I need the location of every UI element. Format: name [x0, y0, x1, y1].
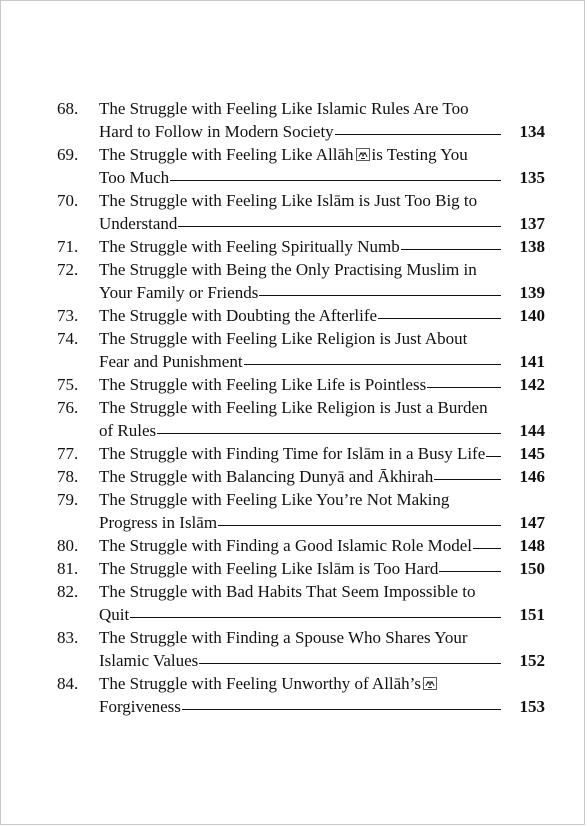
- entry-title-part: The Struggle with Feeling Like Allāh: [99, 145, 354, 164]
- toc-entry[interactable]: [57, 189, 545, 235]
- entry-title-line: The Struggle with Feeling Like Life is Pointless: [99, 375, 427, 394]
- entry-number: 69.: [57, 145, 79, 164]
- dot-leader: [401, 248, 501, 250]
- entry-number: 72.: [57, 260, 79, 279]
- toc-entry[interactable]: [57, 396, 545, 442]
- entry-title-part: The Struggle with Feeling Unworthy of Allāh’s: [99, 674, 422, 693]
- page-number: 150: [519, 559, 545, 578]
- page-number: 135: [519, 168, 545, 187]
- entry-title-line: The Struggle with Being the Only Practising Muslim in: [99, 260, 477, 279]
- entry-number: 84.: [57, 674, 79, 693]
- entry-number: 68.: [57, 99, 79, 118]
- toc-entry[interactable]: [57, 373, 545, 396]
- dot-leader: [434, 478, 501, 480]
- entry-title-line: Your Family or Friends: [99, 283, 259, 302]
- toc-entry[interactable]: [57, 465, 545, 488]
- toc-entry[interactable]: [57, 672, 545, 718]
- dot-leader: [335, 133, 501, 135]
- entry-number: 76.: [57, 398, 79, 417]
- page-number: 144: [519, 421, 545, 440]
- entry-title-line: The Struggle with Finding Time for Islām in a Busy Life: [99, 444, 486, 463]
- dot-leader: [199, 662, 501, 664]
- entry-title-line: The Struggle with Feeling Like Religion is Just About: [99, 329, 468, 348]
- page-number: 146: [519, 467, 545, 486]
- entry-number: 81.: [57, 559, 79, 578]
- entry-title-line: [99, 143, 501, 166]
- toc-entry[interactable]: [57, 626, 545, 672]
- toc-entry[interactable]: [57, 442, 545, 465]
- dot-leader: [259, 294, 501, 296]
- entry-number: 83.: [57, 628, 79, 647]
- dot-leader: [427, 386, 501, 388]
- dot-leader: [473, 547, 501, 549]
- page-number: 141: [519, 352, 545, 371]
- entry-title-line: Understand: [99, 214, 178, 233]
- entry-title-line: The Struggle with Feeling Like You’re Not Making: [99, 490, 450, 509]
- entry-title-part: is Testing You: [371, 145, 468, 164]
- toc-entry[interactable]: [57, 258, 545, 304]
- entry-title-line: The Struggle with Balancing Dunyā and Ākhirah: [99, 467, 434, 486]
- entry-title-line: The Struggle with Feeling Spiritually Numb: [99, 237, 400, 256]
- entry-title-line: Fear and Punishment: [99, 352, 243, 371]
- toc-entry[interactable]: [57, 304, 545, 327]
- entry-title-line: The Struggle with Feeling Like Islām is Just Too Big to: [99, 191, 478, 210]
- dot-leader: [244, 363, 501, 365]
- page-number: 139: [519, 283, 545, 302]
- toc-entry[interactable]: [57, 580, 545, 626]
- entry-number: 78.: [57, 467, 79, 486]
- entry-number: 73.: [57, 306, 79, 325]
- dot-leader: [130, 616, 501, 618]
- toc-entry[interactable]: [57, 97, 545, 143]
- toc-entry[interactable]: [57, 488, 545, 534]
- entry-title-line: Too Much: [99, 168, 170, 187]
- page-number: 148: [519, 536, 545, 555]
- table-of-contents: [57, 97, 545, 718]
- entry-number: 71.: [57, 237, 79, 256]
- entry-title-line: The Struggle with Doubting the Afterlife: [99, 306, 378, 325]
- page-number: 147: [519, 513, 545, 532]
- entry-number: 74.: [57, 329, 79, 348]
- entry-title-line: Hard to Follow in Modern Society: [99, 122, 334, 141]
- dot-leader: [170, 179, 501, 181]
- entry-title-line: The Struggle with Finding a Spouse Who Shares Your: [99, 628, 468, 647]
- dot-leader: [218, 524, 501, 526]
- entry-title-line: The Struggle with Feeling Like Islamic Rules Are Too: [99, 99, 469, 118]
- entry-number: 77.: [57, 444, 79, 463]
- page-number: 134: [519, 122, 545, 141]
- entry-title-line: Islamic Values: [99, 651, 199, 670]
- dot-leader: [178, 225, 501, 227]
- dot-leader: [378, 317, 501, 319]
- page-number: 137: [519, 214, 545, 233]
- entry-title-line: Progress in Islām: [99, 513, 218, 532]
- page-number: 140: [519, 306, 545, 325]
- page-number: 142: [519, 375, 545, 394]
- entry-title-line: Forgiveness: [99, 697, 181, 716]
- toc-entry[interactable]: [57, 534, 545, 557]
- arabic-honorific-icon: [356, 148, 370, 161]
- toc-entry[interactable]: [57, 557, 545, 580]
- dot-leader: [486, 455, 501, 457]
- page-number: 153: [519, 697, 545, 716]
- page-number: 145: [519, 444, 545, 463]
- entry-title-line: of Rules: [99, 421, 157, 440]
- entry-title-line: Quit: [99, 605, 130, 624]
- dot-leader: [157, 432, 501, 434]
- entry-title-line: The Struggle with Feeling Like Religion is Just a Burden: [99, 398, 488, 417]
- entry-number: 79.: [57, 490, 79, 509]
- entry-number: 80.: [57, 536, 79, 555]
- toc-entry[interactable]: [57, 235, 545, 258]
- entry-title-line: The Struggle with Feeling Like Islām is Too Hard: [99, 559, 439, 578]
- arabic-honorific-icon: [423, 677, 437, 690]
- dot-leader: [182, 708, 501, 710]
- dot-leader: [439, 570, 501, 572]
- toc-entry[interactable]: [57, 143, 545, 189]
- entry-title-line: The Struggle with Finding a Good Islamic Role Model: [99, 536, 473, 555]
- page-number: 152: [519, 651, 545, 670]
- entry-number: 70.: [57, 191, 79, 210]
- entry-title-line: [99, 672, 501, 695]
- toc-entry[interactable]: [57, 327, 545, 373]
- entry-number: 75.: [57, 375, 79, 394]
- entry-number: 82.: [57, 582, 79, 601]
- entry-title-line: The Struggle with Bad Habits That Seem Impossible to: [99, 582, 476, 601]
- page-number: 151: [519, 605, 545, 624]
- page-number: 138: [519, 237, 545, 256]
